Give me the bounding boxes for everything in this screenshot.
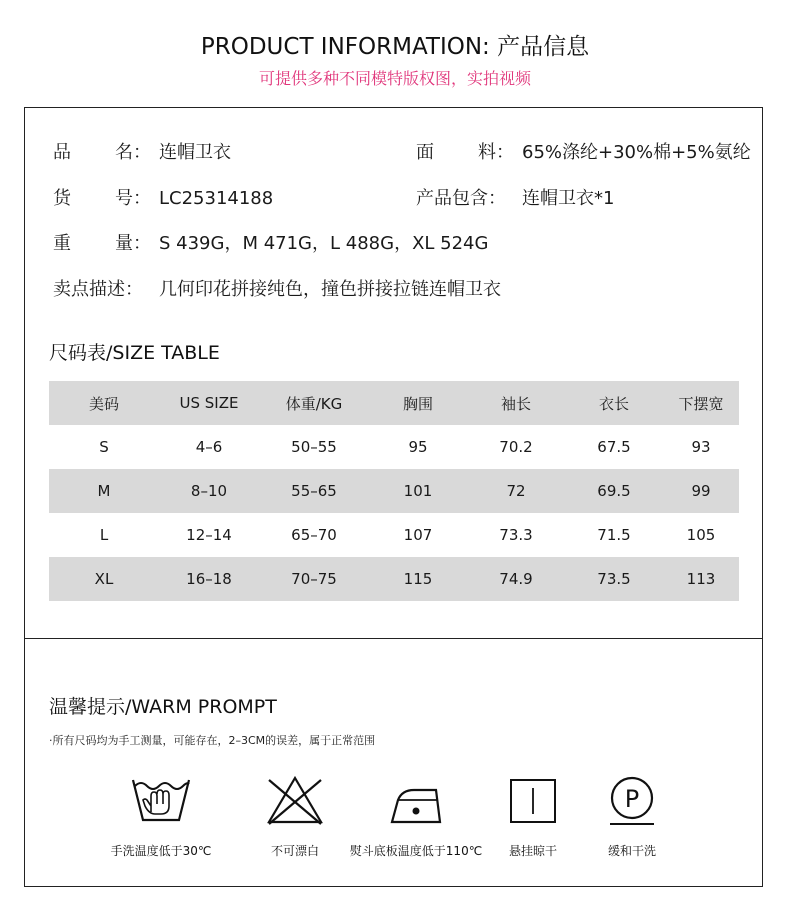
table-cell: M <box>97 482 111 500</box>
table-cell: 71.5 <box>597 526 631 544</box>
care-label: 手洗温度低于30℃ <box>110 844 212 858</box>
info-sku-value: LC25314188 <box>159 188 274 209</box>
info-fabric-value: 65%涤纶+30%棉+5%氨纶 <box>522 142 751 163</box>
info-weight-row <box>53 229 488 255</box>
care-label: 缓和干洗 <box>607 844 656 858</box>
section-divider <box>24 638 763 639</box>
info-desc-label: 卖点描述： <box>53 279 143 300</box>
hang-dry-icon <box>501 772 565 828</box>
table-cell: 93 <box>691 438 711 456</box>
table-cell: 67.5 <box>597 438 631 456</box>
table-row <box>49 557 739 601</box>
info-includes-value: 连帽卫衣*1 <box>522 188 615 209</box>
col-header: 美码 <box>88 394 119 413</box>
table-cell: 73.5 <box>597 570 631 588</box>
table-cell: 73.3 <box>499 526 533 544</box>
table-cell: 69.5 <box>597 482 631 500</box>
info-weight-value: S 439G，M 471G，L 488G，XL 524G <box>159 233 489 254</box>
table-cell: 55–65 <box>291 482 337 500</box>
table-cell: 95 <box>408 438 428 456</box>
size-table <box>49 381 739 601</box>
page-title: PRODUCT INFORMATION: 产品信息 <box>200 34 590 60</box>
col-header: 袖长 <box>500 394 531 413</box>
col-header: 下摆宽 <box>678 394 724 413</box>
table-cell: 113 <box>686 570 716 588</box>
info-name-value: 连帽卫衣 <box>159 142 231 163</box>
table-cell: 99 <box>691 482 711 500</box>
hand-wash-icon <box>129 772 193 828</box>
table-cell: 70.2 <box>499 438 533 456</box>
col-header: 体重/KG <box>285 394 343 413</box>
svg-text:P: P <box>624 785 640 813</box>
care-item-gentle-dry-clean <box>562 772 702 858</box>
table-cell: 50–55 <box>291 438 337 456</box>
table-cell: XL <box>94 570 114 588</box>
table-cell: L <box>99 526 109 544</box>
table-cell: 12–14 <box>186 526 232 544</box>
care-item-no-bleach <box>225 772 365 858</box>
size-table-header-row <box>49 381 739 425</box>
info-weight-label: 重 量： <box>53 233 151 254</box>
col-header: 胸围 <box>402 394 433 413</box>
table-cell: 16–18 <box>186 570 232 588</box>
info-fabric-label: 面 料： <box>416 142 514 163</box>
table-row <box>49 425 739 469</box>
warm-prompt-title: 温馨提示/WARM PROMPT <box>49 696 277 718</box>
name-char-1: 品 <box>53 142 71 163</box>
page-subtitle: 可提供多种不同模特版权图，实拍视频 <box>258 69 531 88</box>
info-includes-row <box>416 184 614 210</box>
table-cell: 105 <box>686 526 716 544</box>
table-cell: 70–75 <box>291 570 337 588</box>
table-cell: 101 <box>403 482 433 500</box>
iron-icon <box>384 772 448 828</box>
no-bleach-icon <box>263 772 327 828</box>
info-fabric-row <box>416 138 751 164</box>
care-label: 悬挂晾干 <box>508 844 557 858</box>
col-header: 衣长 <box>598 394 629 413</box>
table-row <box>49 469 739 513</box>
care-label: 不可漂白 <box>270 844 319 858</box>
care-label: 熨斗底板温度低于110℃ <box>349 844 483 858</box>
table-cell: S <box>99 438 109 456</box>
size-table-title: 尺码表/SIZE TABLE <box>49 342 220 364</box>
measurement-note: ·所有尺码均为手工测量，可能存在，2–3CM的误差，属于正常范围 <box>49 734 376 747</box>
info-name-label: 品 名： <box>53 138 159 164</box>
col-header: US SIZE <box>179 394 239 412</box>
info-sku-label: 货 号： <box>53 188 151 209</box>
table-cell: 4–6 <box>195 438 223 456</box>
gentle-dry-clean-icon <box>600 772 664 828</box>
info-name-row <box>53 138 231 164</box>
table-cell: 74.9 <box>499 570 533 588</box>
table-cell: 8–10 <box>190 482 228 500</box>
table-cell: 65–70 <box>291 526 337 544</box>
info-includes-label: 产品包含： <box>416 188 506 209</box>
info-desc-value: 几何印花拼接纯色，撞色拼接拉链连帽卫衣 <box>159 279 501 300</box>
info-sku-row <box>53 184 273 210</box>
table-row <box>49 513 739 557</box>
care-item-hand-wash <box>91 772 231 858</box>
table-cell: 107 <box>403 526 433 544</box>
table-cell: 115 <box>403 570 433 588</box>
table-cell: 72 <box>506 482 526 500</box>
info-desc-row <box>53 275 501 301</box>
